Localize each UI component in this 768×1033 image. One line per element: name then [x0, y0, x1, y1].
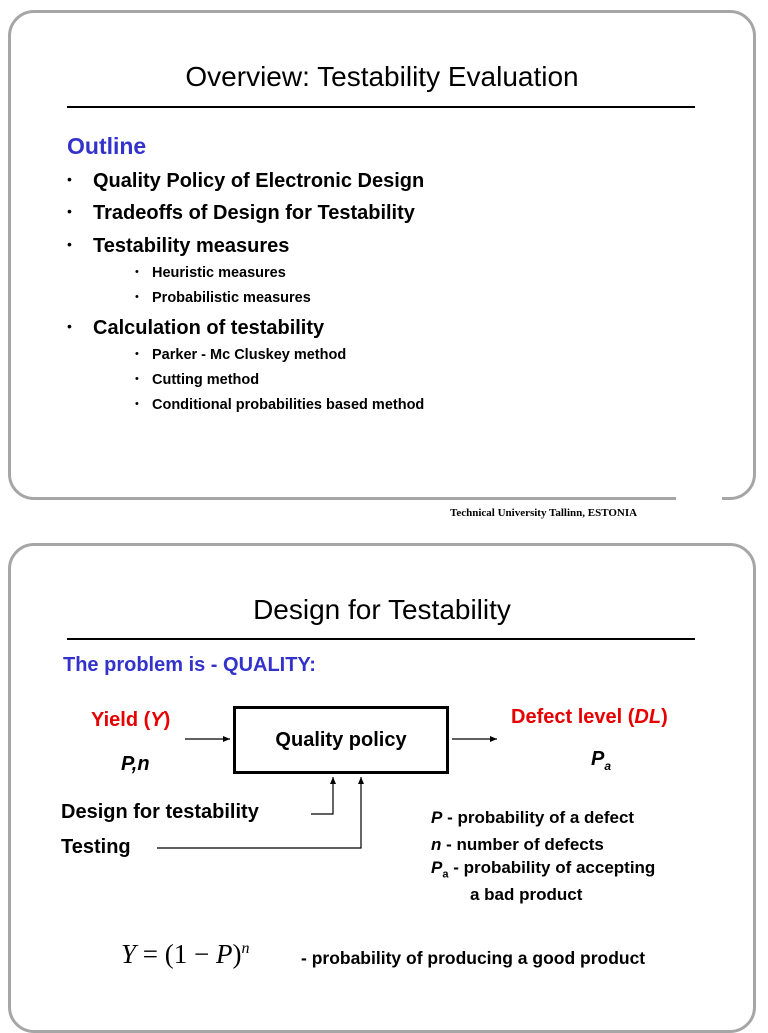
- sub-bullet-item: [135, 265, 286, 281]
- quality-policy-label: Quality policy: [275, 728, 407, 751]
- bullet-marker: •: [135, 291, 139, 303]
- sub-bullet-item: [135, 372, 259, 388]
- sub-bullet-text: Cutting method: [152, 372, 260, 388]
- bullet-text: Calculation of testability: [93, 317, 325, 339]
- dft-label: Design for testability: [61, 801, 259, 823]
- bullet-marker: •: [67, 236, 72, 252]
- defect-level-label: Defect level (DL): [511, 706, 668, 728]
- sub-bullet-item: [135, 347, 346, 363]
- slide-design-for-testability: [8, 543, 756, 1033]
- bullet-marker: •: [67, 171, 72, 187]
- bullet-text: Quality Policy of Electronic Design: [93, 170, 425, 192]
- outline-heading: Outline: [67, 133, 147, 159]
- inputs-label: P,n: [121, 753, 150, 775]
- legend-item: P - probability of a defect: [431, 808, 635, 827]
- dft-arrow: [311, 777, 333, 814]
- sub-bullet-text: Heuristic measures: [152, 265, 286, 281]
- bullet-marker: •: [135, 266, 139, 278]
- pa-label: $P_a$: [591, 748, 612, 773]
- yield-formula: $Y = (1 - P)^n$: [121, 939, 250, 969]
- bullet-marker: •: [135, 398, 139, 410]
- bullet-marker: •: [135, 348, 139, 360]
- bullet-text: Testability measures: [93, 235, 290, 257]
- title-divider: [67, 106, 695, 108]
- formula-note: - probability of producing a good product: [301, 948, 646, 968]
- bullet-marker: •: [67, 203, 72, 219]
- bullet-item: [67, 170, 424, 193]
- bullet-marker: •: [67, 318, 72, 334]
- legend-item: n - number of defects: [431, 835, 604, 854]
- problem-statement: The problem is - QUALITY:: [63, 654, 316, 676]
- bullet-item: [67, 235, 289, 258]
- slide-overview: [8, 10, 756, 500]
- sub-bullet-text: Parker - Mc Cluskey method: [152, 347, 347, 363]
- sub-bullet-item: [135, 397, 424, 413]
- bullet-item: [67, 202, 415, 225]
- bullet-text: Tradeoffs of Design for Testability: [93, 202, 415, 224]
- legend-item: $P_a$ - probability of accepting: [431, 858, 656, 881]
- slide-title: Design for Testability: [253, 594, 511, 625]
- bullet-marker: •: [135, 373, 139, 385]
- slide-title: Overview: Testability Evaluation: [185, 61, 579, 92]
- legend-continuation: a bad product: [470, 885, 583, 904]
- footer-institution: Technical University Tallinn, ESTONIA: [450, 507, 638, 519]
- sub-bullet-text: Probabilistic measures: [152, 290, 311, 306]
- yield-label: Yield (Y): [91, 709, 171, 731]
- sub-bullet-text: Conditional probabilities based method: [152, 397, 425, 413]
- quality-policy-box: [233, 706, 449, 774]
- sub-bullet-item: [135, 290, 311, 306]
- bullet-item: [67, 317, 324, 340]
- testing-label: Testing: [61, 836, 131, 858]
- footer-mask: [676, 472, 722, 520]
